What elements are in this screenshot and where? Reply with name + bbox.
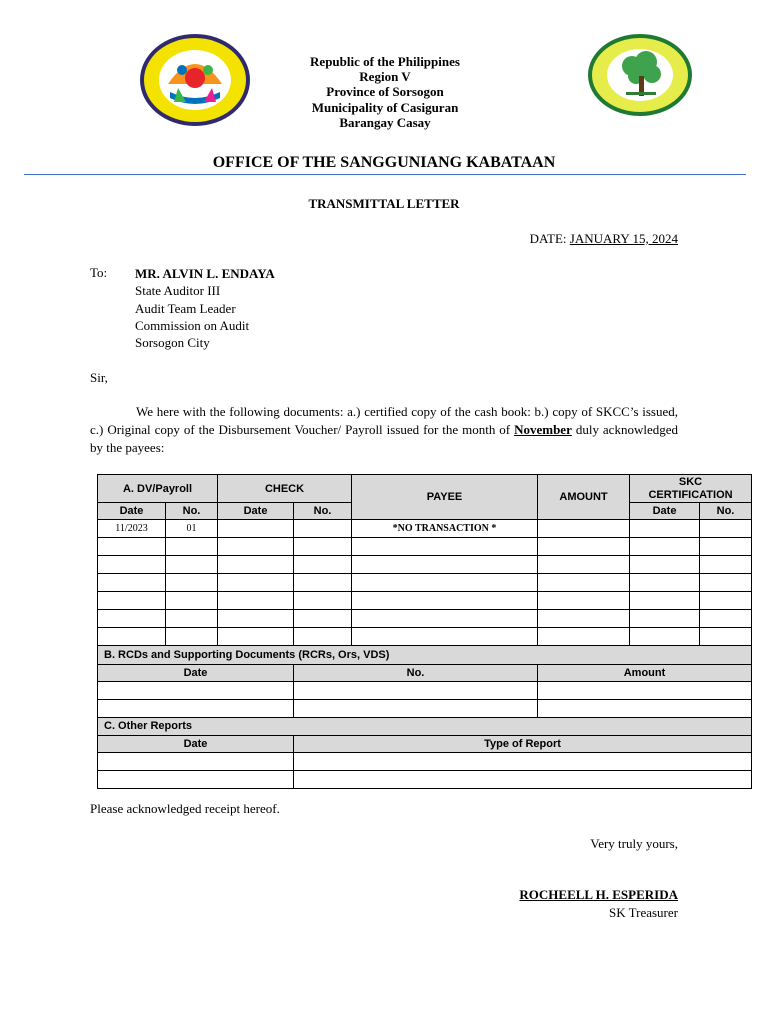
section-b-date-header: Date <box>98 664 294 681</box>
subheader-no: No. <box>166 503 218 520</box>
subheader-date: Date <box>218 503 294 520</box>
subheader-date: Date <box>630 503 700 520</box>
body-month: November <box>514 422 572 437</box>
row-no: 01 <box>166 520 218 538</box>
letterhead-line: Barangay Casay <box>339 114 431 130</box>
body-text-before: We here with the following documents: a.) certified copy of the cash book: b.) copy of SKCC’s issued, c.) Original copy of the Disbursement Voucher/ Payroll issued for the month of <box>90 404 678 437</box>
row-payee: *NO TRANSACTION * <box>352 520 538 538</box>
recipient-line: State Auditor III <box>135 283 221 299</box>
body-text-after: duly acknowledged by the payees: <box>90 422 678 455</box>
body-paragraph <box>90 403 678 457</box>
header-divider <box>24 174 746 175</box>
subheader-no: No. <box>700 503 752 520</box>
table-row <box>98 538 752 556</box>
section-c-date-header: Date <box>98 736 294 753</box>
table-row <box>98 628 752 646</box>
skc-header-line: SKC <box>678 475 703 488</box>
date-value: JANUARY 15, 2024 <box>569 231 678 246</box>
table-row <box>98 556 752 574</box>
table-row <box>98 681 752 699</box>
salutation: Sir, <box>90 370 108 385</box>
letter-title: TRANSMITTAL LETTER <box>308 196 460 211</box>
valediction: Very truly yours, <box>590 836 678 851</box>
signatory-name: ROCHEELL H. ESPERIDA <box>519 887 678 902</box>
section-b-no-header: No. <box>294 664 538 681</box>
skc-certification-header <box>630 475 752 503</box>
table-row <box>98 592 752 610</box>
date-line <box>530 231 678 247</box>
check-header: CHECK <box>218 475 352 503</box>
sk-casay-logo <box>138 32 252 128</box>
transmittal-table <box>97 474 752 789</box>
recipient-line: Audit Team Leader <box>135 300 236 316</box>
dv-payroll-header: A. DV/Payroll <box>98 475 218 503</box>
section-b-amount-header: Amount <box>538 664 752 681</box>
section-c-type-header: Type of Report <box>294 736 752 753</box>
table-row <box>98 699 752 717</box>
letterhead-line: Municipality of Casiguran <box>311 99 459 115</box>
table-row <box>98 610 752 628</box>
letterhead-line: Region V <box>359 69 411 85</box>
to-label: To: <box>90 265 108 280</box>
date-label: DATE: <box>529 231 567 246</box>
recipient-line: Commission on Audit <box>135 317 250 333</box>
amount-header: AMOUNT <box>538 475 630 520</box>
recipient-name: MR. ALVIN L. ENDAYA <box>135 266 275 281</box>
table-row <box>98 520 752 538</box>
section-b-label: B. RCDs and Supporting Documents (RCRs, Ors, VDS) <box>98 646 752 665</box>
row-date: 11/2023 <box>98 520 166 538</box>
letterhead <box>250 54 520 130</box>
skc-header-line: CERTIFICATION <box>648 488 733 501</box>
recipient-line: Sorsogon City <box>135 335 210 351</box>
subheader-no: No. <box>294 503 352 520</box>
letterhead-line: Republic of the Philippines <box>310 54 460 69</box>
table-row <box>98 771 752 789</box>
table-row <box>98 574 752 592</box>
subheader-date: Date <box>98 503 166 520</box>
section-c-label: C. Other Reports <box>98 717 752 736</box>
recipient-address <box>135 265 275 351</box>
table-row <box>98 753 752 771</box>
barangay-casay-logo <box>586 32 694 118</box>
letterhead-line: Province of Sorsogon <box>326 84 444 100</box>
signatory-position: SK Treasurer <box>609 905 678 920</box>
payee-header: PAYEE <box>352 475 538 520</box>
acknowledgment-text: Please acknowledged receipt hereof. <box>90 801 280 816</box>
office-title: OFFICE OF THE SANGGUNIANG KABATAAN <box>212 154 556 171</box>
